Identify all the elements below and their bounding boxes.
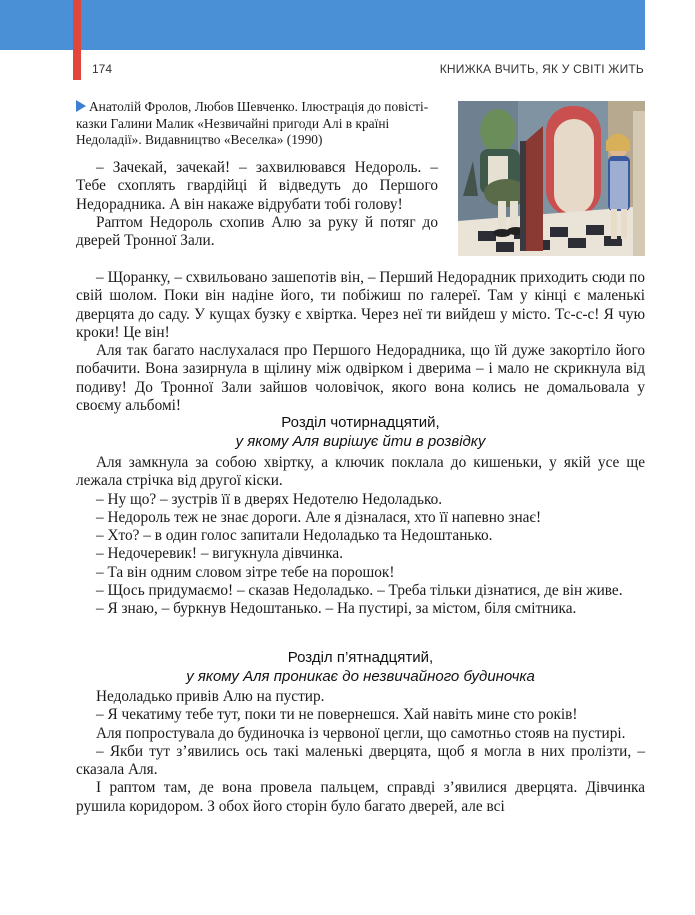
paragraph: – Я чекатиму тебе тут, поки ти не повернешся. Хай навіть мине сто років!: [96, 706, 578, 724]
paragraph: Раптом Недороль схопив Алю за руку й потяг до дверей Тронної Зали.: [76, 213, 438, 250]
paragraph: – Недочеревик! – вигукнула дівчинка.: [96, 545, 344, 563]
caption-text: Анатолій Фролов, Любов Шевченко. Ілюстрація до повісті-казки Галини Малик «Незвичайні пригоди Алі в країні Недоладії». Видавництво «Веселка» (1990): [76, 99, 429, 147]
header-band: [0, 0, 645, 50]
section-subtitle: у якому Аля проникає до незвичайного будиночка: [186, 668, 535, 685]
paragraph: – Недороль теж не знає дороги. Але я дізналася, хто її напевно знає!: [96, 508, 542, 526]
header-accent-bar: [73, 0, 81, 80]
paragraph: – Щось придумаємо! – сказав Недоладько. – Треба тільки дізнатися, де він живе.: [96, 582, 623, 600]
paragraph: І раптом там, де вона провела пальцем, справді з’явилися дверцята. Дівчинка рушила коридором. З обох його сторін було багато дверей, але всі: [76, 779, 645, 815]
text-block-1: [76, 269, 645, 415]
section-title: Розділ чотирнадцятий,: [281, 414, 440, 431]
section-heading-15: [76, 648, 645, 686]
section-title: Розділ п’ятнадцятий,: [287, 649, 434, 666]
paragraph: – Ну що? – зустрів її в дверях Недотелю Недоладько.: [96, 490, 443, 508]
paragraph: Аля замкнула за собою хвіртку, а ключик поклала до кишеньки, у якій усе ще лежала стрічка від другої кіски.: [76, 454, 645, 490]
paragraph: – Щоранку, – схвильовано зашепотів він, – Перший Недорадник приходить сюди по свій шолом. Поки він надіне його, ти побіжиш по галереї. Там у кінці є маленькі дверцята до саду. У кущах бузку є хвіртка. Через неї ти вийдеш у місто. Тс-с-с! Я чую кроки! Це він!: [76, 269, 645, 341]
paragraph: – Я знаю, – буркнув Недоштанько. – На пустирі, за містом, біля смітника.: [96, 600, 577, 618]
paragraph: – Зачекай, зачекай! – захвилювався Недороль. – Тебе схоплять гвардійці й відведуть до Першого Недорадника. А він накаже відрубати тобі голову!: [76, 159, 438, 213]
paragraph: Недоладько привів Алю на пустир.: [96, 688, 325, 705]
triangle-right-icon: [76, 100, 86, 112]
paragraph: – Та він одним словом зітре тебе на порошок!: [96, 563, 395, 581]
paragraph: Аля так багато наслухалася про Першого Недорадника, що їй дуже закортіло його побачити. Вона зазирнула в щілину між одвірком і дверима – і мало не скрикнула від подиву! До Тронної Зали зайшов чоловічок, якого вона колись не домальовала у своєму альбомі!: [76, 342, 645, 415]
text-block-narrow: [76, 159, 438, 250]
section-subtitle: у якому Аля вирішує йти в розвідку: [235, 433, 486, 450]
text-block-2: [76, 454, 645, 619]
book-illustration: [458, 101, 645, 256]
illustration-caption: [76, 99, 446, 149]
page-number: 174: [92, 62, 113, 76]
running-title: КНИЖКА ВЧИТЬ, ЯК У СВІТІ ЖИТЬ: [439, 62, 644, 76]
section-heading-14: [76, 413, 645, 451]
paragraph: – Якби тут з’явились ось такі маленькі дверцята, щоб я могла в них пролізти, – сказала Аля.: [76, 742, 645, 779]
paragraph: – Хто? – в один голос запитали Недоладько та Недоштанько.: [96, 527, 493, 545]
text-block-3: [76, 688, 645, 816]
paragraph: Аля попростувала до будиночка із червоної цегли, що самотньо стояв на пустирі.: [96, 724, 626, 742]
